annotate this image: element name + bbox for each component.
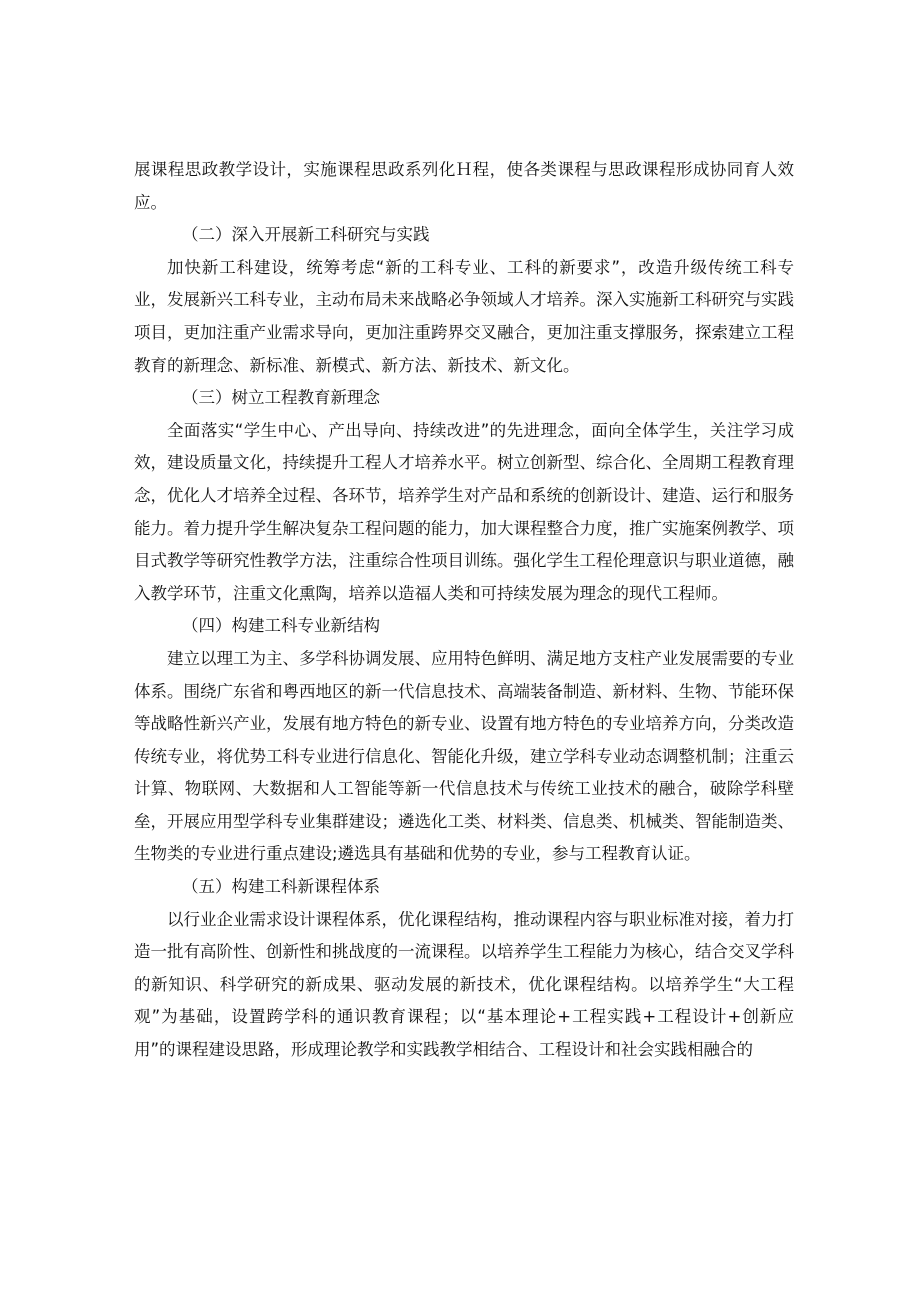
section-paragraph-5: 以行业企业需求设计课程体系，优化课程结构，推动课程内容与职业标准对接，着力打造一批有高阶性、创新性和挑战度的一流课程。以培养学生工程能力为核心，结合交叉学科的新知识、科学研究的新成果、驱动发展的新技术，优化课程结构。以培养学生“大工程观”为基础，设置跨学科的通识教育课程；以“基本理论+工程实践+工程设计+创新应用”的课程建设思路，形成理论教学和实践教学相结合、工程设计和社会实践相融合的 xyxy=(134,909,794,1060)
section-heading-2: （二）深入开展新工科研究与实践 xyxy=(182,225,430,245)
section-heading-5: （五）构建工科新课程体系 xyxy=(182,877,380,897)
document-body xyxy=(134,154,794,1067)
section-paragraph-3: 全面落实“学生中心、产出导向、持续改进”的先进理念，面向全体学生，关注学习成效，建设质量文化，持续提升工程人才培养水平。树立创新型、综合化、全周期工程教育理念，优化人才培养全过程、各环节，培养学生对产品和系统的创新设计、建造、运行和服务能力。着力提升学生解决复杂工程问题的能力，加大课程整合力度，推广实施案例教学、项目式教学等研究性教学方法，注重综合性项目训练。强化学生工程伦理意识与职业道德，融入教学环节，注重文化熏陶，培养以造福人类和可持续发展为理念的现代工程师。 xyxy=(134,420,794,603)
continuation-paragraph: 展课程思政教学设计，实施课程思政系列化Ｈ程，使各类课程与思政课程形成协同育人效应。 xyxy=(134,160,794,212)
section-paragraph-4: 建立以理工为主、多学科协调发展、应用特色鲜明、满足地方支柱产业发展需要的专业体系。围绕广东省和粤西地区的新一代信息技术、高端装备制造、新材料、生物、节能环保等战略性新兴产业，发展有地方特色的新专业、设置有地方特色的专业培养方向，分类改造传统专业，将优势工科专业进行信息化、智能化升级，建立学科专业动态调整机制；注重云计算、物联网、大数据和人工智能等新一代信息技术与传统工业技术的融合，破除学科壁垒，开展应用型学科专业集群建设；遴选化工类、材料类、信息类、机械类、智能制造类、生物类的专业进行重点建设;遴选具有基础和优势的专业，参与工程教育认证。 xyxy=(134,648,794,864)
section-heading-4: （四）构建工科专业新结构 xyxy=(182,616,380,636)
section-heading-3: （三）树立工程教育新理念 xyxy=(182,388,380,408)
section-paragraph-2: 加快新工科建设，统筹考虑“新的工科专业、工科的新要求”，改造升级传统工科专业，发展新兴工科专业，主动布局未来战略必争领域人才培养。深入实施新工科研究与实践项目，更加注重产业需求导向，更加注重跨界交叉融合，更加注重支撑服务，探索建立工程教育的新理念、新标准、新模式、新方法、新技术、新文化。 xyxy=(134,257,794,375)
